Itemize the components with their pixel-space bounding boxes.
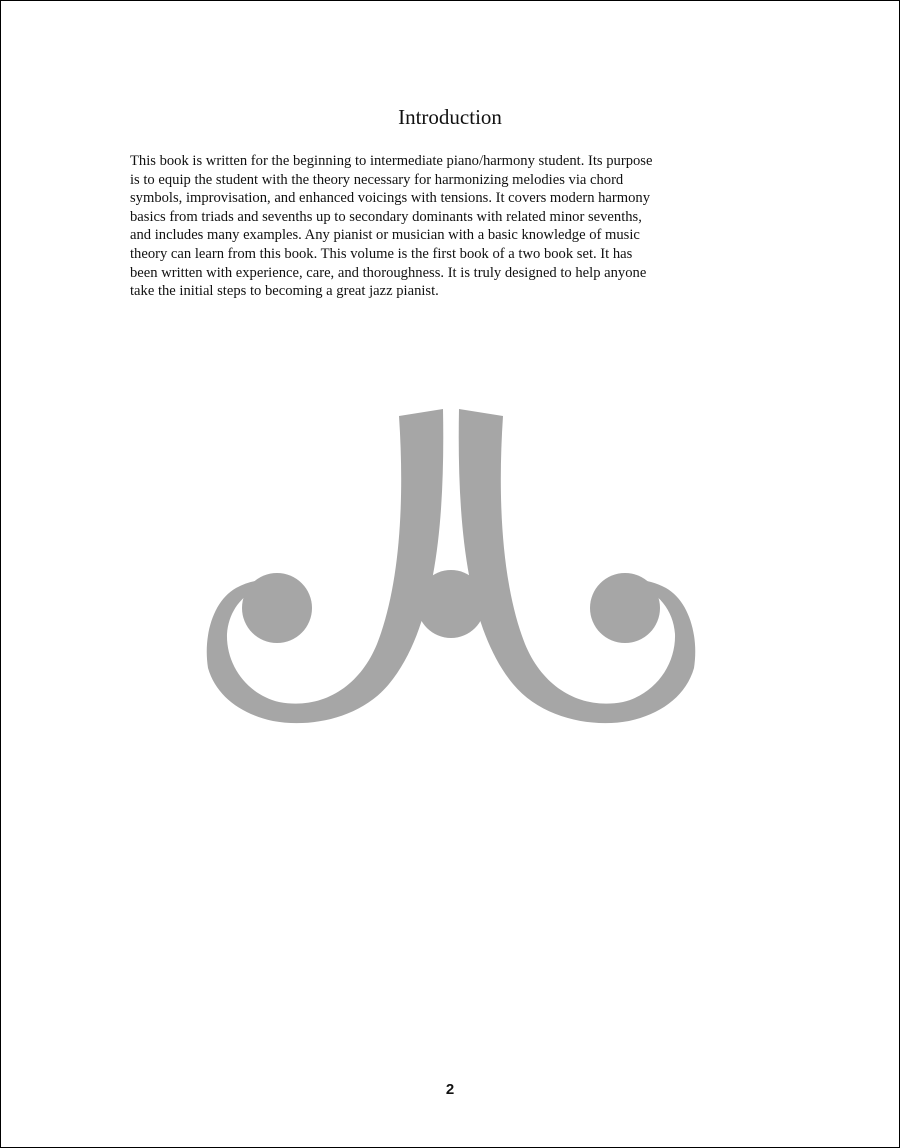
page-number: 2 [445, 1081, 455, 1098]
center-dot-shape [417, 570, 485, 638]
page-title: Introduction [398, 105, 502, 129]
paragraph-line: This book is written for the beginning to intermediate piano/harmony student. Its purpose [130, 153, 653, 169]
paragraph-line: take the initial steps to becoming a great jazz pianist. [130, 283, 439, 300]
paragraph-line: theory can learn from this book. This volume is the first book of a two book set. It has [130, 245, 633, 262]
left-dot-shape [242, 573, 312, 643]
right-dot-shape [590, 573, 660, 643]
left-swash-shape [207, 409, 444, 723]
right-swash-shape [459, 409, 696, 723]
introduction-paragraph [130, 152, 782, 301]
decorative-ornament-icon [201, 406, 701, 736]
paragraph-line: is to equip the student with the theory necessary for harmonizing melodies via chord [130, 171, 624, 188]
paragraph-line: basics from triads and sevenths up to secondary dominants with related minor sevenths, [130, 208, 642, 225]
paragraph-line: and includes many examples. Any pianist or musician with a basic knowledge of music [130, 227, 640, 244]
paragraph-line: been written with experience, care, and thoroughness. It is truly designed to help anyone [130, 264, 647, 281]
paragraph-line: symbols, improvisation, and enhanced voicings with tensions. It covers modern harmony [130, 190, 651, 207]
